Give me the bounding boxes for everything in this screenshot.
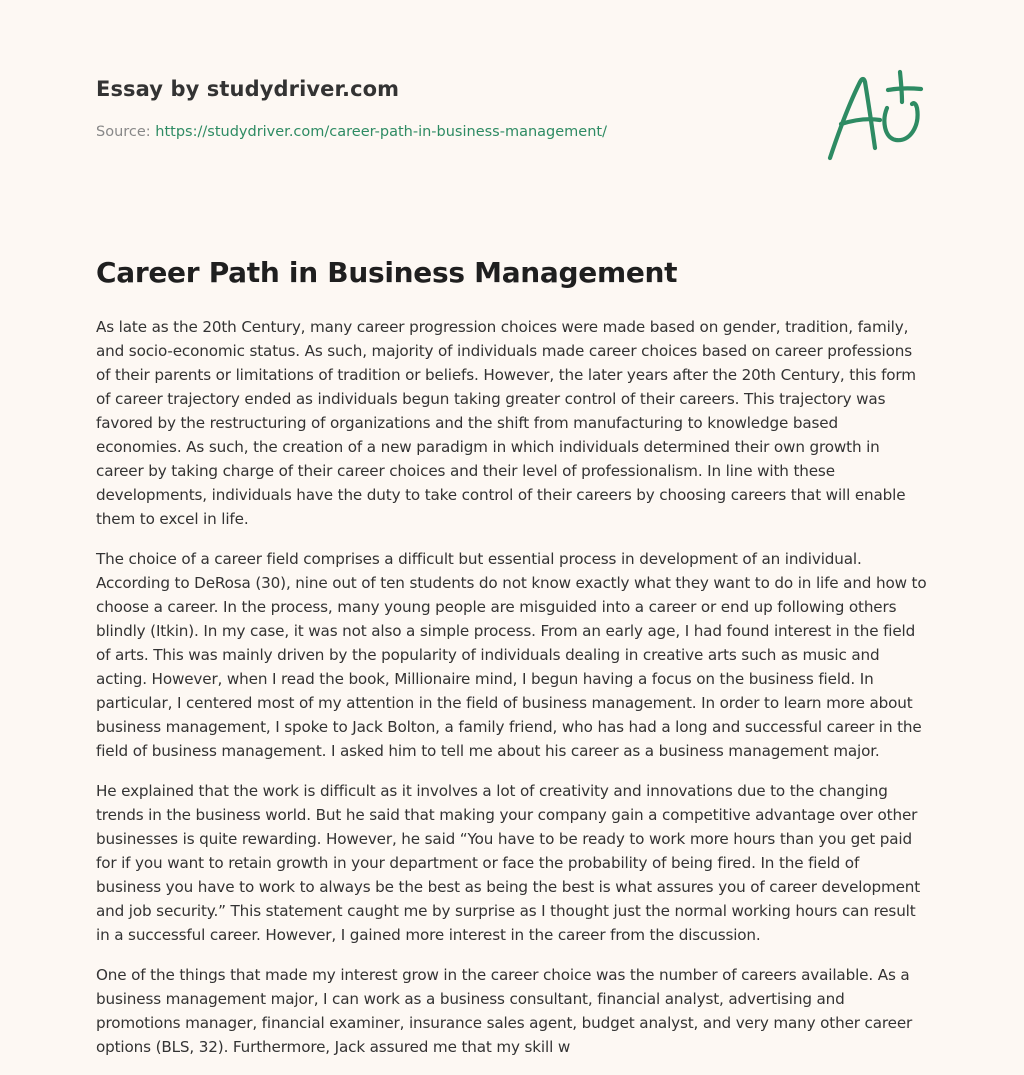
a-plus-logo-icon (824, 68, 926, 164)
essay-title: Career Path in Business Management (96, 256, 678, 289)
essay-paragraph-4: One of the things that made my interest grow in the career choice was the number of careers available. As a business management major, I can work as a business consultant, financial analyst, advertising and promotions manager, financial examiner, insurance sales agent, budget analyst, and very many other career options (BLS, 32). Furthermore, Jack assured me that my skill w (96, 966, 913, 1056)
source-link[interactable]: https://studydriver.com/career-path-in-business-management/ (155, 124, 607, 140)
source-label: Source: (96, 124, 151, 140)
essay-paragraph-2: The choice of a career field comprises a difficult but essential process in development of an individual. According to DeRosa (30), nine out of ten students do not know exactly what they want to do in life and how to choose a career. In the process, many young people are misguided into a career or end up following others blindly (Itkin). In my case, it was not also a simple process. From an early age, I had found interest in the field of arts. This was mainly driven by the popularity of individuals dealing in creative arts such as music and acting. However, when I read the book, Millionaire mind, I begun having a focus on the business field. In particular, I centered most of my attention in the field of business management. In order to learn more about business management, I spoke to Jack Bolton, a family friend, who has had a long and successful career in the field of business management. I asked him to tell me about his career as a business management major. (96, 550, 927, 760)
site-title: Essay by studydriver.com (96, 77, 400, 101)
essay-page (96, 0, 928, 1056)
essay-body (96, 315, 928, 1075)
page-header (96, 0, 928, 230)
source-line (96, 124, 607, 140)
essay-paragraph-3: He explained that the work is difficult as it involves a lot of creativity and innovations due to the changing trends in the business world. But he said that making your company gain a competitive advantage over other businesses is quite rewarding. However, he said “You have to be ready to work more hours than you get paid for if you want to retain growth in your department or face the probability of being fired. In the field of business you have to work to always be the best as being the best is what assures you of career development and job security.” This statement caught me by surprise as I thought just the normal working hours can result in a successful career. However, I gained more interest in the career from the discussion. (96, 782, 921, 944)
essay-paragraph-1: As late as the 20th Century, many career progression choices were made based on gender, tradition, family, and socio-economic status. As such, majority of individuals made career choices based on career professions of their parents or limitations of tradition or beliefs. However, the later years after the 20th Century, this form of career trajectory ended as individuals begun taking greater control of their careers. This trajectory was favored by the restructuring of organizations and the shift from manufacturing to knowledge based economies. As such, the creation of a new paradigm in which individuals determined their own growth in career by taking charge of their career choices and their level of professionalism. In line with these developments, individuals have the duty to take control of their careers by choosing careers that will enable them to excel in life. (96, 318, 916, 528)
